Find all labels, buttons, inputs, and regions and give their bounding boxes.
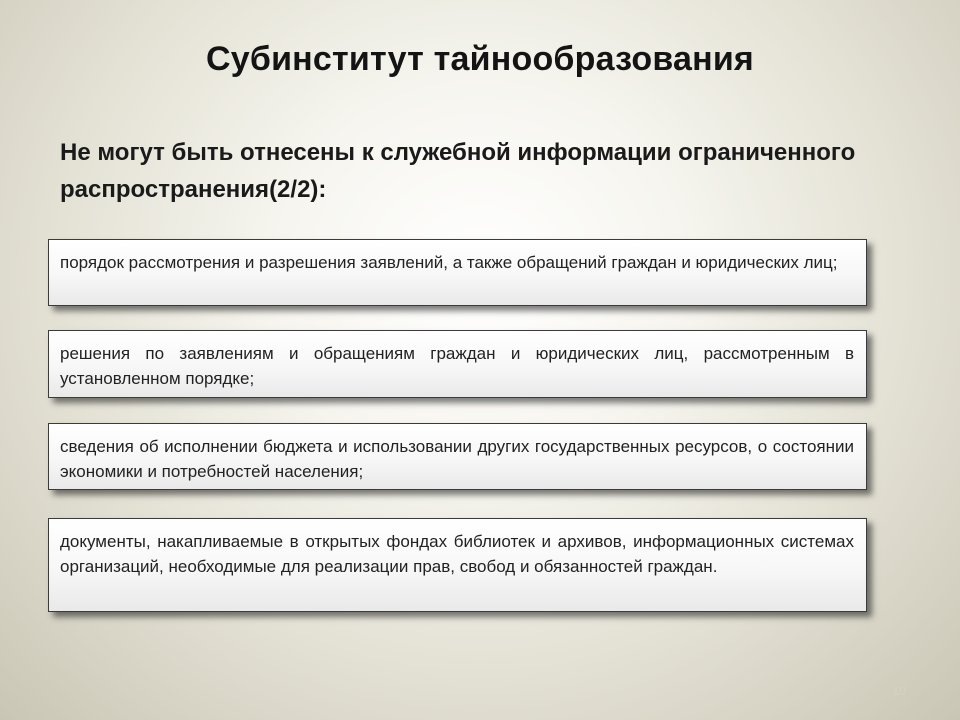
page-number: 10 — [892, 684, 906, 698]
list-item: решения по заявлениям и обращениям граждан и юридических лиц, рассмотренным в установленном порядке; — [48, 330, 867, 398]
slide-subtitle: Не могут быть отнесены к служебной информации ограниченного распространения(2/2): — [60, 139, 856, 203]
list-item: документы, накапливаемые в открытых фондах библиотек и архивов, информационных системах организаций, необходимые для реализации прав, свобод и обязанностей граждан. — [48, 518, 867, 612]
slide-title: Субинститут тайнообразования — [206, 40, 754, 78]
list-item: порядок рассмотрения и разрешения заявлений, а также обращений граждан и юридических лиц; — [48, 239, 867, 306]
list-item: сведения об исполнении бюджета и использовании других государственных ресурсов, о состоянии экономики и потребностей населения; — [48, 423, 867, 490]
